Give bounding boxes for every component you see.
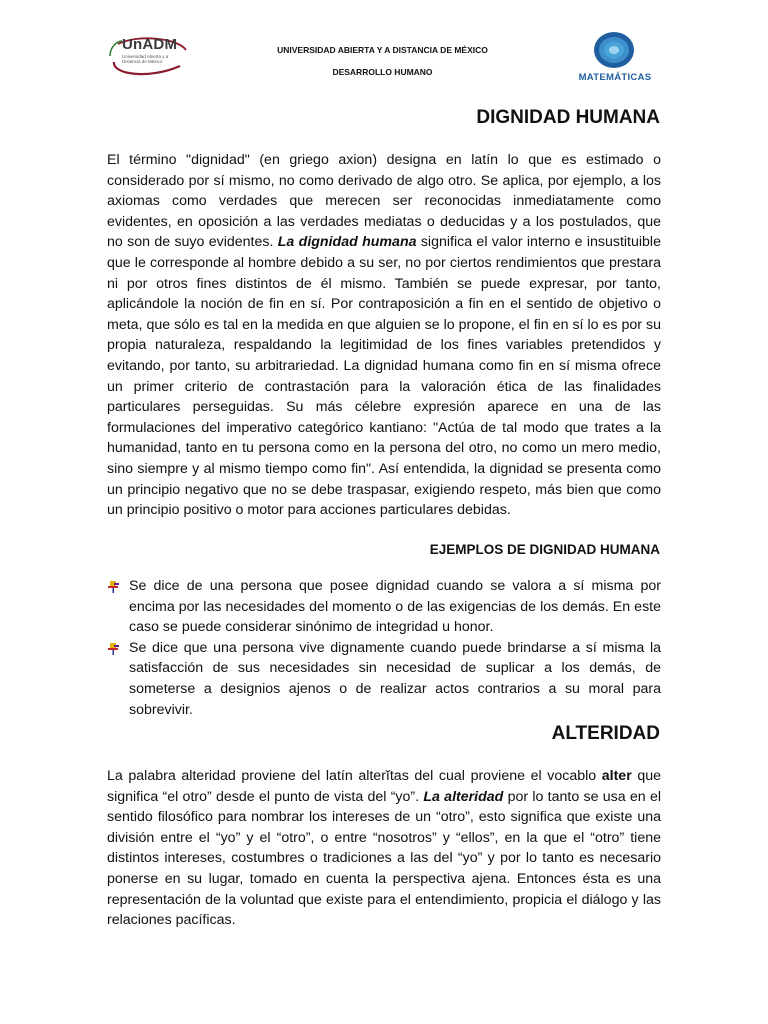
pushpin-icon [107, 580, 121, 594]
dignidad-emphasis: La dignidad humana [277, 234, 417, 251]
alteridad-text-part1: La palabra alteridad proviene del latín alterĭtas del cual proviene el vocablo [107, 768, 602, 784]
alteridad-text-part3: por lo tanto se usa en el sentido filosófico para nombrar los intereses de un “otro”, esto significa que existe una división entre el “yo” y el “otro”, o entre “nosotros” y “ellos”, en la que el “otro” tiene distintos intereses, costumbres o tradiciones a las del “yo” y por lo tanto es necesario ponerse en su lugar, tomado en cuenta la perspectiva ajena. Entonces ésta es una representación de la voluntad que existe para el entendimiento, propicia el diálogo y las relaciones pacíficas. [107, 788, 661, 929]
examples-list [107, 576, 661, 720]
header-course: DESARROLLO HUMANO [332, 67, 433, 77]
alteridad-bold-alter: alter [601, 768, 632, 784]
examples-title: EJEMPLOS DE DIGNIDAD HUMANA [429, 542, 660, 557]
matematicas-logo [570, 30, 660, 86]
pushpin-icon [107, 642, 121, 656]
unadm-logo [108, 36, 192, 80]
unadm-logo-text: UnADM [122, 36, 178, 53]
dignidad-text-part2: significa el valor interno e insustituible que le corresponde al hombre debido a su ser, no por ciertos rendimientos que prestara ni por otros fines distintos de él mismo. También se puede expresar, por tanto, aplicándole la noción de fin en sí. Por contraposición a fin en el sentido de objetivo o meta, que sólo es tal en la medida en que alguien se lo propone, el fin en sí lo es por su propia naturaleza, respaldando la legitimidad de los fines variables pretendidos y evitando, por tanto, su arbitrariedad. La dignidad humana como fin en sí misma ofrece un primer criterio de contrastación para la valoración ética de las finalidades particulares perseguidas. Su más célebre expresión aparece en una de las formulaciones del imperativo categórico kantiano: "Actúa de tal modo que trates a la humanidad, tanto en tu persona como en la persona del otro, no como un mero medio, sino siempre y al mismo tiempo como fin". Así entendida, la dignidad se presenta como un principio negativo que no se debe traspasar, exigiendo respeto, más bien que como un principio positivo o motor para acciones particulares debidas. [107, 234, 661, 519]
unadm-logo-subtitle: Universidad Abierta y a Distancia de México [122, 54, 169, 64]
example-text-1: Se dice de una persona que posee dignidad cuando se valora a sí misma por encima por las necesidades del momento o de las exigencias de los demás. En este caso se puede considerar sinónimo de integridad u honor. [129, 578, 661, 636]
section-title-alteridad: ALTERIDAD [551, 723, 660, 744]
dignidad-text-part1: El término "dignidad" (en griego axion) designa en latín lo que es estimado o considerado por sí mismo, no como derivado de algo otro. Se aplica, por ejemplo, a los axiomas como verdades que merecen ser reconocidas inmediatamente como evidentes, en oposición a las verdades mediatas o deducidas y a los postulados, que no son de suyo evidentes. [107, 152, 661, 251]
list-item [107, 576, 661, 638]
alteridad-emphasis: La alteridad [423, 788, 504, 805]
globe-icon [592, 30, 636, 70]
section-title-dignidad: DIGNIDAD HUMANA [476, 107, 660, 128]
dignidad-paragraph [107, 150, 661, 521]
alteridad-text-part2: que significa “el otro” desde el punto de vista del “yo”. [107, 768, 661, 805]
matematicas-label: MATEMÁTICAS [578, 72, 652, 83]
example-text-2: Se dice que una persona vive dignamente cuando puede brindarse a sí misma la satisfacción de sus necesidades sin necesidad de suplicar a los demás, de someterse a designios ajenos o de realizar actos contrarios a su moral para sobrevivir. [129, 639, 661, 718]
alteridad-paragraph [107, 766, 661, 931]
list-item [107, 638, 661, 720]
header-university: UNIVERSIDAD ABIERTA Y A DISTANCIA DE MÉXICO [277, 45, 488, 55]
